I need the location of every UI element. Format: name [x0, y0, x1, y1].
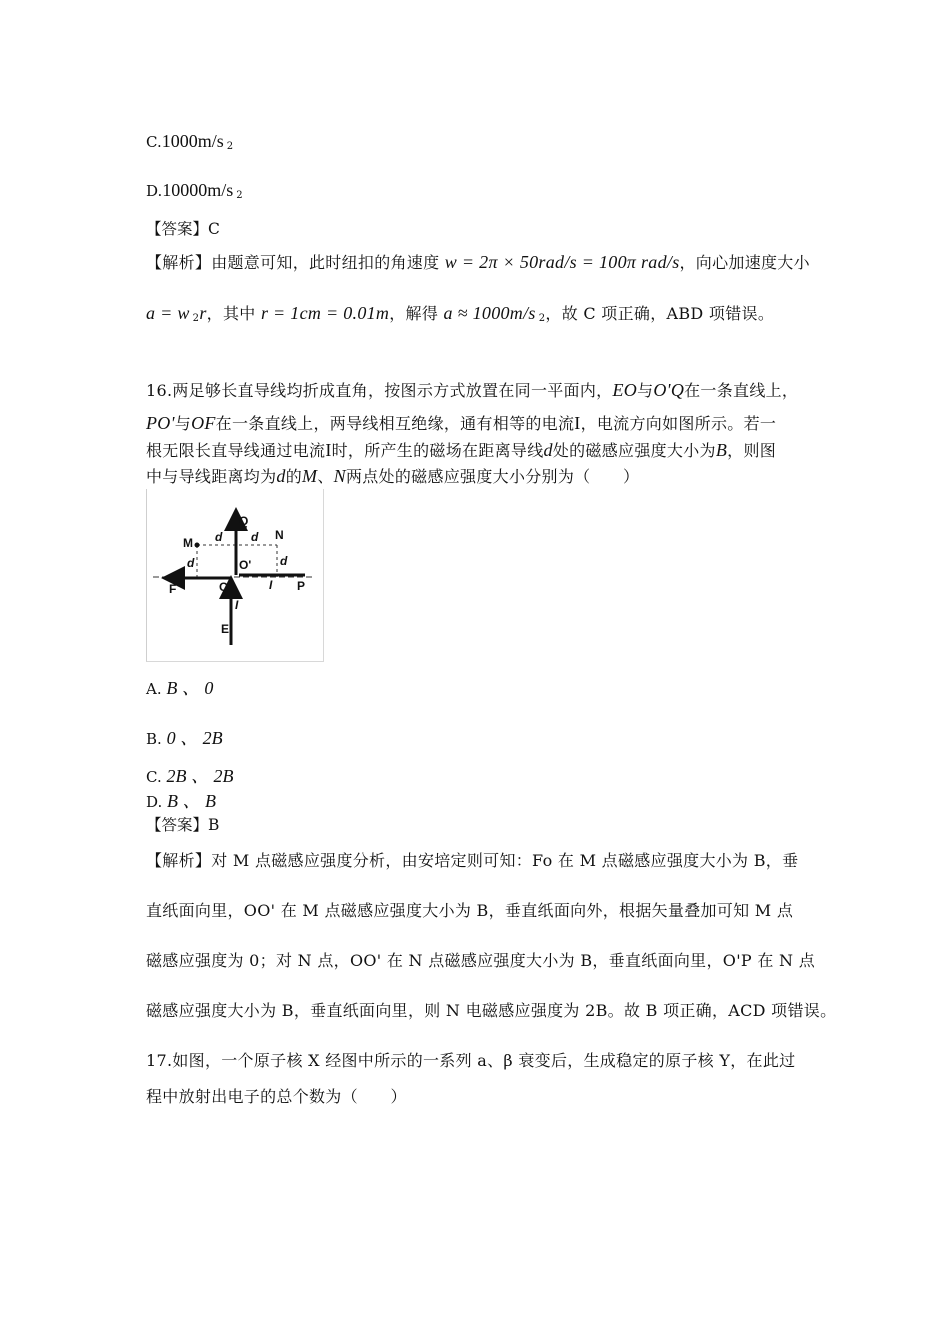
po-label: PO'	[146, 413, 175, 433]
accel-r: r	[199, 303, 207, 323]
label-o-prime: O'	[239, 558, 252, 572]
analysis-line: 【解析】对 M 点磁感应强度分析，由安培定则可知：Fo 在 M 点磁感应强度大小为 B，垂	[146, 851, 799, 870]
option-c	[146, 766, 234, 788]
label-d: d	[215, 530, 223, 544]
label-e: E	[221, 622, 230, 636]
q16-text: 两点处的磁感应强度大小分别为（ ）	[345, 467, 640, 486]
option-letter: B.	[146, 730, 162, 748]
label-n: N	[275, 528, 284, 542]
label-d: d	[280, 554, 288, 568]
analysis-line	[146, 303, 774, 325]
label-m: M	[183, 536, 193, 550]
omega-formula: w = 2π × 50rad/s = 100π rad/s	[444, 252, 680, 272]
q16-text: 在一条直线上，	[684, 381, 799, 400]
label-d: d	[187, 556, 195, 570]
sep: 、	[317, 467, 334, 486]
q17-line: 程中放射出电子的总个数为（ ）	[146, 1087, 407, 1106]
option-letter: D.	[146, 182, 163, 200]
analysis-line: 直纸面向里，OO' 在 M 点磁感应强度大小为 B，垂直纸面向外，根据矢量叠加可知 M 点	[146, 901, 794, 920]
q16-line	[146, 413, 776, 435]
result-formula: a ≈ 1000m/s	[443, 303, 536, 323]
option-letter: C.	[146, 133, 162, 151]
analysis-text: ，其中	[206, 304, 256, 323]
option-b	[146, 728, 223, 750]
q16-line	[146, 466, 639, 488]
analysis-text: ，解得	[389, 304, 439, 323]
label-o: O	[219, 580, 229, 594]
label-i: I	[235, 598, 239, 612]
option-c	[146, 131, 233, 153]
analysis-label: 【解析】	[146, 253, 212, 272]
d-label: d	[276, 466, 286, 486]
current-label: I	[574, 413, 581, 433]
accel-formula: a = w	[146, 303, 190, 323]
d-label: d	[543, 440, 553, 460]
oq-label: O'Q	[653, 380, 685, 400]
option-value: B 、 B	[167, 791, 217, 811]
analysis-text: 由题意可知，此时纽扣的角速度	[211, 253, 440, 272]
answer-line: 【答案】C	[146, 220, 220, 238]
q16-text: 在一条直线上，两导线相互绝缘，通有相等的电流	[215, 414, 575, 433]
option-sup: 2	[236, 190, 243, 201]
point-m	[195, 543, 200, 548]
label-q: Q	[239, 514, 249, 528]
option-value: 10000m/s	[162, 180, 234, 200]
option-value: 1000m/s	[161, 131, 224, 151]
option-d	[146, 180, 243, 202]
wire-diagram-svg	[147, 489, 323, 661]
analysis-line	[146, 252, 810, 274]
r-formula: r = 1cm = 0.01m	[260, 303, 390, 323]
option-d	[146, 791, 216, 813]
option-letter: A.	[146, 680, 162, 698]
q16-text: 16.两足够长直导线均折成直角，按图示方式放置在同一平面内，	[146, 381, 613, 400]
option-sup: 2	[226, 141, 234, 152]
option-value: 2B 、 2B	[166, 766, 234, 786]
option-value: 0 、 2B	[166, 728, 223, 748]
analysis-line: 磁感应强度为 0；对 N 点，OO' 在 N 点磁感应强度大小为 B，垂直纸面向里，O'P 在 N 点	[146, 951, 816, 970]
b-label: B	[715, 440, 728, 460]
q16-text: ，则图	[727, 441, 777, 460]
q16-text: 的	[285, 467, 303, 486]
label-i: I	[269, 578, 273, 592]
label-p: P	[297, 579, 306, 593]
q16-text: 根无限长直导线通过电流	[146, 441, 326, 460]
answer-line: 【答案】B	[146, 816, 220, 834]
q16-text: 与	[174, 414, 192, 433]
label-f: F	[169, 582, 177, 596]
q16-line	[146, 380, 798, 402]
q16-text: 中与导线距离均为	[146, 467, 277, 486]
n-label: N	[333, 466, 346, 486]
analysis-text: ，故 C 项正确，ABD 项错误。	[545, 304, 775, 323]
result-sup: 2	[538, 313, 546, 324]
option-value: B 、 0	[166, 678, 214, 698]
q16-text: 时，所产生的磁场在距离导线	[331, 441, 544, 460]
option-letter: D.	[146, 793, 163, 811]
eo-label: EO	[612, 380, 638, 400]
q16-text: 与	[637, 381, 654, 400]
option-letter: C.	[146, 768, 162, 786]
of-label: OF	[191, 413, 216, 433]
analysis-text: ，向心加速度大小	[679, 253, 810, 272]
m-label: M	[302, 466, 318, 486]
q17-line: 17.如图，一个原子核 X 经图中所示的一系列 a、β 衰变后，生成稳定的原子核 Y，在此过	[146, 1051, 796, 1070]
analysis-line: 磁感应强度大小为 B，垂直纸面向里，则 N 电磁感应强度为 2B。故 B 项正确，ACD 项错误。	[146, 1001, 837, 1020]
q16-text: ，电流方向如图所示。若一	[580, 414, 777, 433]
label-d: d	[251, 530, 259, 544]
q16-line	[146, 440, 776, 462]
q16-text: 处的磁感应强度大小为	[552, 441, 716, 460]
wire-diagram	[146, 489, 324, 662]
accel-sup: 2	[192, 313, 200, 324]
option-a	[146, 678, 213, 700]
current-label: I	[325, 440, 332, 460]
